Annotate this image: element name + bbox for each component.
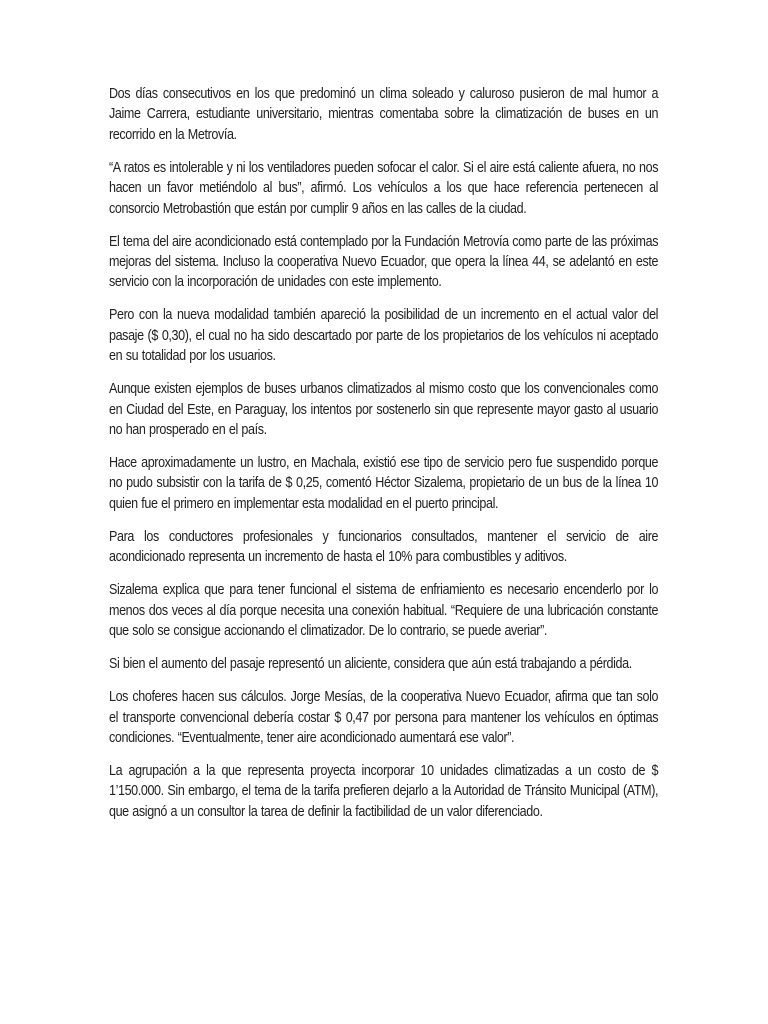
paragraph-11: La agrupación a la que representa proyecta incorporar 10 unidades climatizadas a un costo de $ 1’150.000. Sin embargo, el tema de la tarifa prefieren dejarlo a la Autoridad de Tránsito Municipal (ATM), que asignó a un consultor la tarea de definir la factibilidad de un valor diferenciado.	[109, 762, 659, 820]
paragraph-4: Pero con la nueva modalidad también apareció la posibilidad de un incremento en el actual valor del pasaje ($ 0,30), el cual no ha sido descartado por parte de los propietarios de los vehículos ni aceptado en su totalidad por los usuarios.	[109, 307, 659, 365]
paragraph-5: Aunque existen ejemplos de buses urbanos climatizados al mismo costo que los convencionales como en Ciudad del Este, en Paraguay, los intentos por sostenerlo sin que represente mayor gasto al usuario no han prosperado en el país.	[109, 381, 659, 439]
paragraph-2: “A ratos es intolerable y ni los ventiladores pueden sofocar el calor. Si el aire está caliente afuera, no nos hacen un favor metiéndolo al bus”, afirmó. Los vehículos a los que hace referencia pertenecen al consorcio Metrobastión que están por cumplir 9 años en las calles de la ciudad.	[109, 159, 659, 217]
document-page	[109, 84, 658, 822]
paragraph-10: Los choferes hacen sus cálculos. Jorge Mesías, de la cooperativa Nuevo Ecuador, afirma que tan solo el transporte convencional debería costar $ 0,47 por persona para mantener los vehículos en óptimas condiciones. “Eventualmente, tener aire acondicionado aumentará ese valor”.	[109, 689, 659, 746]
paragraph-9: Si bien el aumento del pasaje representó un aliciente, considera que aún está trabajando a pérdida.	[109, 656, 632, 673]
paragraph-6: Hace aproximadamente un lustro, en Machala, existió ese tipo de servicio pero fue suspendido porque no pudo subsistir con la tarifa de $ 0,25, comentó Héctor Sizalema, propietario de un bus de la línea 10 quien fue el primero en implementar esta modalidad en el puerto principal.	[109, 455, 659, 512]
paragraph-3: El tema del aire acondicionado está contemplado por la Fundación Metrovía como parte de las próximas mejoras del sistema. Incluso la cooperativa Nuevo Ecuador, que opera la línea 44, se adelantó en este servicio con la incorporación de unidades con este implemento.	[109, 233, 659, 291]
paragraph-1: Dos días consecutivos en los que predominó un clima soleado y caluroso pusieron de mal humor a Jaime Carrera, estudiante universitario, mientras comentaba sobre la climatización de buses en un recorrido en la Metrovía.	[109, 86, 659, 143]
paragraph-8: Sizalema explica que para tener funcional el sistema de enfriamiento es necesario encenderlo por lo menos dos veces al día porque necesita una conexión habitual. “Requiere de una lubricación constante que solo se consigue accionando el climatizador. De lo contrario, se puede averiar”.	[109, 582, 659, 640]
paragraph-7: Para los conductores profesionales y funcionarios consultados, mantener el servicio de aire acondicionado representa un incremento de hasta el 10% para combustibles y aditivos.	[109, 528, 659, 566]
